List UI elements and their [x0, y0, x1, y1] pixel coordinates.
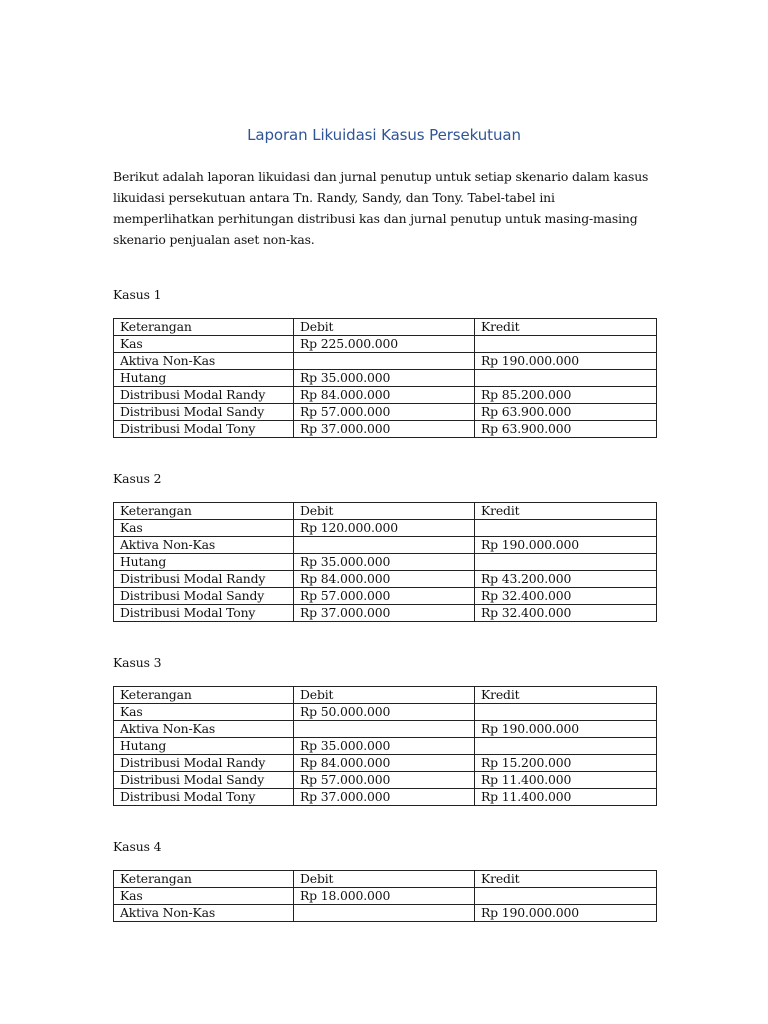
- row-kredit: Rp 63.900.000: [475, 421, 657, 438]
- case-4-table: [113, 870, 657, 922]
- row-debit: Rp 37.000.000: [294, 421, 475, 438]
- table-row: [114, 387, 657, 404]
- row-kredit: Rp 11.400.000: [475, 789, 657, 806]
- row-kredit: [475, 520, 657, 537]
- row-kredit: Rp 190.000.000: [475, 905, 657, 922]
- table-row: [114, 404, 657, 421]
- table-row: [114, 789, 657, 806]
- row-keterangan: Distribusi Modal Randy: [114, 387, 294, 404]
- row-debit: Rp 84.000.000: [294, 571, 475, 588]
- row-debit: Rp 84.000.000: [294, 755, 475, 772]
- header-debit: Debit: [294, 871, 475, 888]
- row-keterangan: Distribusi Modal Tony: [114, 421, 294, 438]
- row-debit: Rp 35.000.000: [294, 738, 475, 755]
- row-kredit: [475, 370, 657, 387]
- table-header-row: [114, 319, 657, 336]
- row-keterangan: Kas: [114, 888, 294, 905]
- table-row: [114, 605, 657, 622]
- case-1-table: [113, 318, 657, 438]
- row-kredit: Rp 32.400.000: [475, 588, 657, 605]
- row-keterangan: Aktiva Non-Kas: [114, 721, 294, 738]
- row-debit: Rp 120.000.000: [294, 520, 475, 537]
- header-kredit: Kredit: [475, 503, 657, 520]
- row-keterangan: Kas: [114, 704, 294, 721]
- row-keterangan: Aktiva Non-Kas: [114, 537, 294, 554]
- row-keterangan: Distribusi Modal Tony: [114, 789, 294, 806]
- table-row: [114, 554, 657, 571]
- row-kredit: Rp 11.400.000: [475, 772, 657, 789]
- row-keterangan: Distribusi Modal Randy: [114, 755, 294, 772]
- row-keterangan: Distribusi Modal Sandy: [114, 404, 294, 421]
- table-header-row: [114, 687, 657, 704]
- table-row: [114, 738, 657, 755]
- header-keterangan: Keterangan: [114, 687, 294, 704]
- case-2-label: Kasus 2: [113, 471, 162, 486]
- row-kredit: Rp 63.900.000: [475, 404, 657, 421]
- row-kredit: [475, 888, 657, 905]
- row-debit: Rp 37.000.000: [294, 605, 475, 622]
- row-keterangan: Hutang: [114, 738, 294, 755]
- row-keterangan: Distribusi Modal Sandy: [114, 772, 294, 789]
- row-debit: Rp 18.000.000: [294, 888, 475, 905]
- row-debit: [294, 721, 475, 738]
- row-keterangan: Distribusi Modal Tony: [114, 605, 294, 622]
- table-row: [114, 888, 657, 905]
- row-keterangan: Kas: [114, 336, 294, 353]
- row-debit: [294, 537, 475, 554]
- header-kredit: Kredit: [475, 871, 657, 888]
- row-debit: Rp 37.000.000: [294, 789, 475, 806]
- case-1-label: Kasus 1: [113, 287, 162, 302]
- row-kredit: [475, 738, 657, 755]
- table-row: [114, 905, 657, 922]
- case-3-label: Kasus 3: [113, 655, 162, 670]
- table-row: [114, 772, 657, 789]
- row-debit: [294, 905, 475, 922]
- row-keterangan: Aktiva Non-Kas: [114, 905, 294, 922]
- row-keterangan: Hutang: [114, 554, 294, 571]
- header-debit: Debit: [294, 687, 475, 704]
- header-kredit: Kredit: [475, 687, 657, 704]
- header-debit: Debit: [294, 503, 475, 520]
- header-keterangan: Keterangan: [114, 319, 294, 336]
- row-kredit: [475, 336, 657, 353]
- table-header-row: [114, 503, 657, 520]
- row-keterangan: Kas: [114, 520, 294, 537]
- row-debit: [294, 353, 475, 370]
- row-kredit: Rp 190.000.000: [475, 721, 657, 738]
- intro-paragraph: Berikut adalah laporan likuidasi dan jurnal penutup untuk setiap skenario dalam kasus likuidasi persekutuan antara Tn. Randy, Sandy, dan Tony. Tabel-tabel ini memperlihatkan perhitungan distribusi kas dan jurnal penutup untuk masing-masing skenario penjualan aset non-kas.: [113, 169, 649, 247]
- row-keterangan: Distribusi Modal Sandy: [114, 588, 294, 605]
- table-row: [114, 588, 657, 605]
- row-kredit: Rp 85.200.000: [475, 387, 657, 404]
- row-kredit: [475, 554, 657, 571]
- table-row: [114, 353, 657, 370]
- header-keterangan: Keterangan: [114, 871, 294, 888]
- document-title: Laporan Likuidasi Kasus Persekutuan: [247, 126, 521, 144]
- row-debit: Rp 57.000.000: [294, 772, 475, 789]
- row-debit: Rp 35.000.000: [294, 370, 475, 387]
- row-debit: Rp 35.000.000: [294, 554, 475, 571]
- case-4-label: Kasus 4: [113, 839, 162, 854]
- table-row: [114, 571, 657, 588]
- row-kredit: Rp 43.200.000: [475, 571, 657, 588]
- table-row: [114, 704, 657, 721]
- table-row: [114, 520, 657, 537]
- row-kredit: [475, 704, 657, 721]
- table-row: [114, 755, 657, 772]
- row-kredit: Rp 32.400.000: [475, 605, 657, 622]
- table-row: [114, 421, 657, 438]
- row-debit: Rp 84.000.000: [294, 387, 475, 404]
- case-2-table: [113, 502, 657, 622]
- table-header-row: [114, 871, 657, 888]
- row-keterangan: Distribusi Modal Randy: [114, 571, 294, 588]
- row-kredit: Rp 190.000.000: [475, 353, 657, 370]
- row-keterangan: Hutang: [114, 370, 294, 387]
- table-row: [114, 336, 657, 353]
- row-debit: Rp 57.000.000: [294, 588, 475, 605]
- header-debit: Debit: [294, 319, 475, 336]
- row-debit: Rp 225.000.000: [294, 336, 475, 353]
- header-kredit: Kredit: [475, 319, 657, 336]
- case-3-table: [113, 686, 657, 806]
- row-debit: Rp 50.000.000: [294, 704, 475, 721]
- row-kredit: Rp 190.000.000: [475, 537, 657, 554]
- row-keterangan: Aktiva Non-Kas: [114, 353, 294, 370]
- table-row: [114, 537, 657, 554]
- table-row: [114, 370, 657, 387]
- header-keterangan: Keterangan: [114, 503, 294, 520]
- table-row: [114, 721, 657, 738]
- row-debit: Rp 57.000.000: [294, 404, 475, 421]
- row-kredit: Rp 15.200.000: [475, 755, 657, 772]
